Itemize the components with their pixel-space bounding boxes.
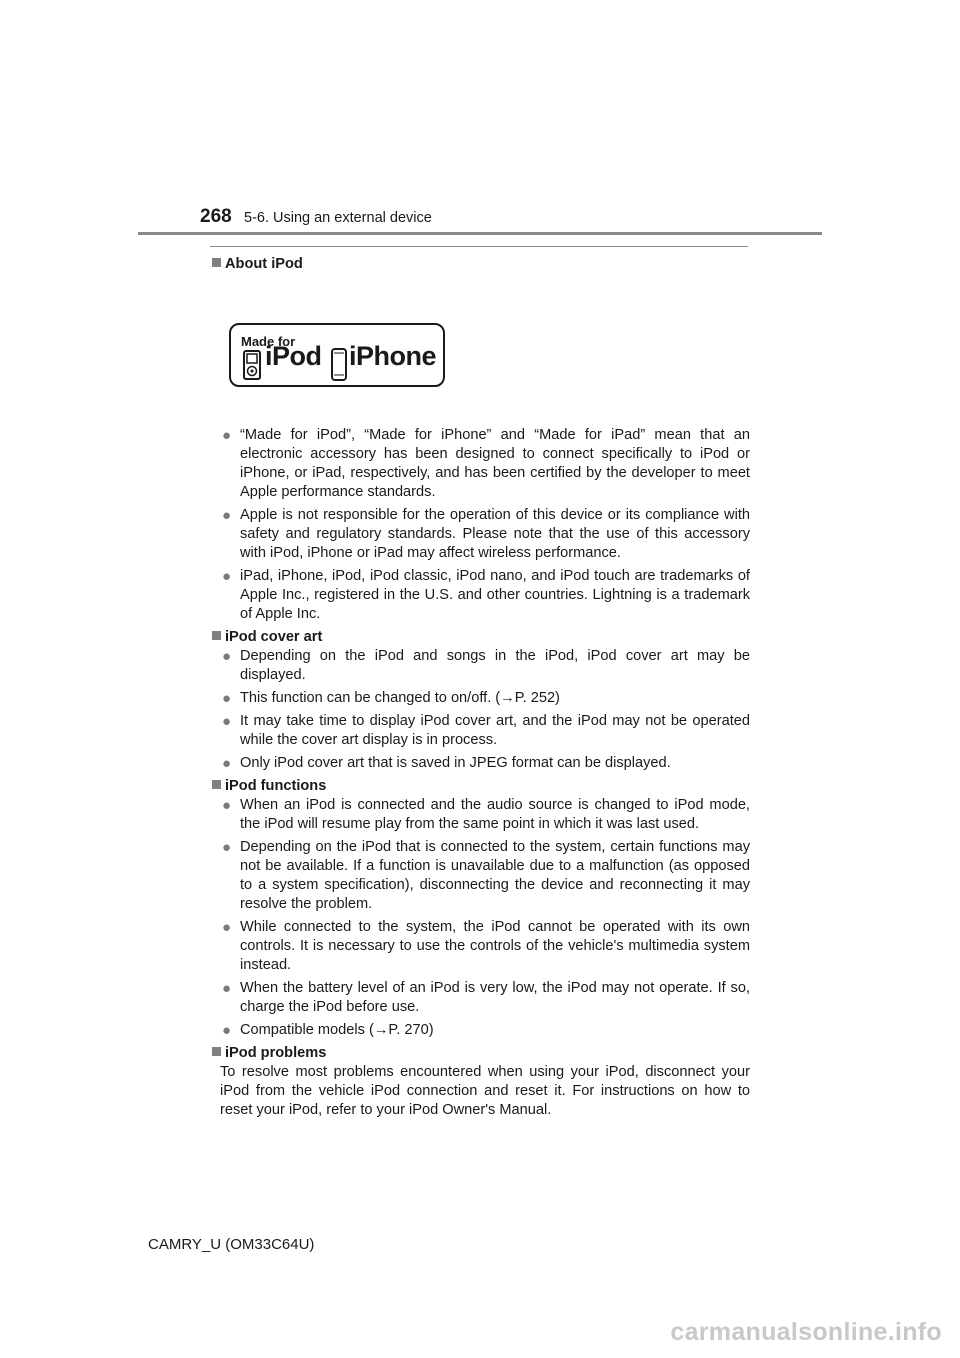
square-bullet-icon	[212, 631, 221, 640]
badge-made-for: Made for	[241, 334, 296, 349]
made-for-badge-area	[210, 274, 750, 426]
list-item: ● Compatible models (→P. 270)	[222, 1022, 434, 1039]
list-item: ● It may take time to display iPod cover art, and the iPod may not be operated while the cover art display is in process.	[222, 713, 750, 748]
watermark: carmanualsonline.info	[670, 1318, 942, 1346]
iphone-device-icon	[331, 348, 347, 381]
section-divider	[210, 246, 748, 247]
list-item: ● Only iPod cover art that is saved in JPEG format can be displayed.	[222, 755, 671, 772]
list-item: ● “Made for iPod”, “Made for iPhone” and “Made for iPad” mean that an electronic accessory has been designed to connect specifically to iPod or iPhone, or iPad, respectively, and has been certified by the developer to meet Apple performance standards.	[222, 427, 750, 500]
badge-ipod-text: iPod	[265, 341, 322, 371]
list-item: ● Depending on the iPod that is connected to the system, certain functions may not be available. If a function is unavailable due to a malfunction (as opposed to a system specification), disconnecting the device and reconnecting it may resolve the problem.	[222, 839, 750, 912]
heading-about-ipod: About iPod	[210, 255, 750, 274]
about-ipod-bullets	[210, 426, 750, 624]
bullet-icon: ●	[222, 1022, 232, 1039]
bullet-icon: ●	[222, 980, 232, 997]
bullet-icon: ●	[222, 507, 232, 524]
heading-functions: iPod functions	[210, 777, 750, 796]
page-number: 268	[200, 206, 232, 227]
bullet-icon: ●	[222, 427, 232, 444]
badge-iphone-text: iPhone	[349, 341, 437, 371]
list-item: ● iPad, iPhone, iPod, iPod classic, iPod nano, and iPod touch are trademarks of Apple Inc., registered in the U.S. and other countries. Lightning is a trademark of Apple Inc.	[222, 568, 750, 622]
list-item: ● When an iPod is connected and the audio source is changed to iPod mode, the iPod will resume play from the same point in which it was last used.	[222, 797, 750, 832]
functions-bullets	[210, 796, 750, 1040]
bullet-icon: ●	[222, 690, 232, 707]
list-item: ● Depending on the iPod and songs in the iPod, iPod cover art may be displayed.	[222, 648, 750, 683]
cover-art-bullets	[210, 647, 750, 773]
heading-problems: iPod problems	[210, 1044, 750, 1063]
list-item: ● This function can be changed to on/off. (→P. 252)	[222, 690, 560, 707]
problems-paragraph: To resolve most problems encountered when using your iPod, disconnect your iPod from the vehicle iPod connection and reset it. For instructions on how to reset your iPod, refer to your iPod Owner's Manual.	[220, 1064, 750, 1118]
bullet-icon: ●	[222, 755, 232, 772]
square-bullet-icon	[212, 780, 221, 789]
bullet-icon: ●	[222, 839, 232, 856]
bullet-icon: ●	[222, 713, 232, 730]
ipod-device-icon	[243, 350, 261, 380]
section-title: 5-6. Using an external device	[244, 210, 432, 226]
list-item: ● While connected to the system, the iPod cannot be operated with its own controls. It is necessary to use the controls of the vehicle's multimedia system instead.	[222, 919, 750, 973]
list-item: ● When the battery level of an iPod is very low, the iPod may not operate. If so, charge the iPod before use.	[222, 980, 750, 1015]
heading-cover-art: iPod cover art	[210, 628, 750, 647]
header-rule	[138, 232, 822, 235]
made-for-ipod-iphone-logo	[229, 323, 445, 387]
square-bullet-icon	[212, 258, 221, 267]
list-item: ● Apple is not responsible for the operation of this device or its compliance with safety and regulatory standards. Please note that the use of this accessory with iPod, iPhone or iPad may affect wireless performance.	[222, 507, 750, 561]
bullet-icon: ●	[222, 648, 232, 665]
bullet-icon: ●	[222, 797, 232, 814]
bullet-icon: ●	[222, 919, 232, 936]
bullet-icon: ●	[222, 568, 232, 585]
footer-model-code: CAMRY_U (OM33C64U)	[148, 1236, 315, 1253]
square-bullet-icon	[212, 1047, 221, 1056]
page-content	[210, 255, 750, 1120]
